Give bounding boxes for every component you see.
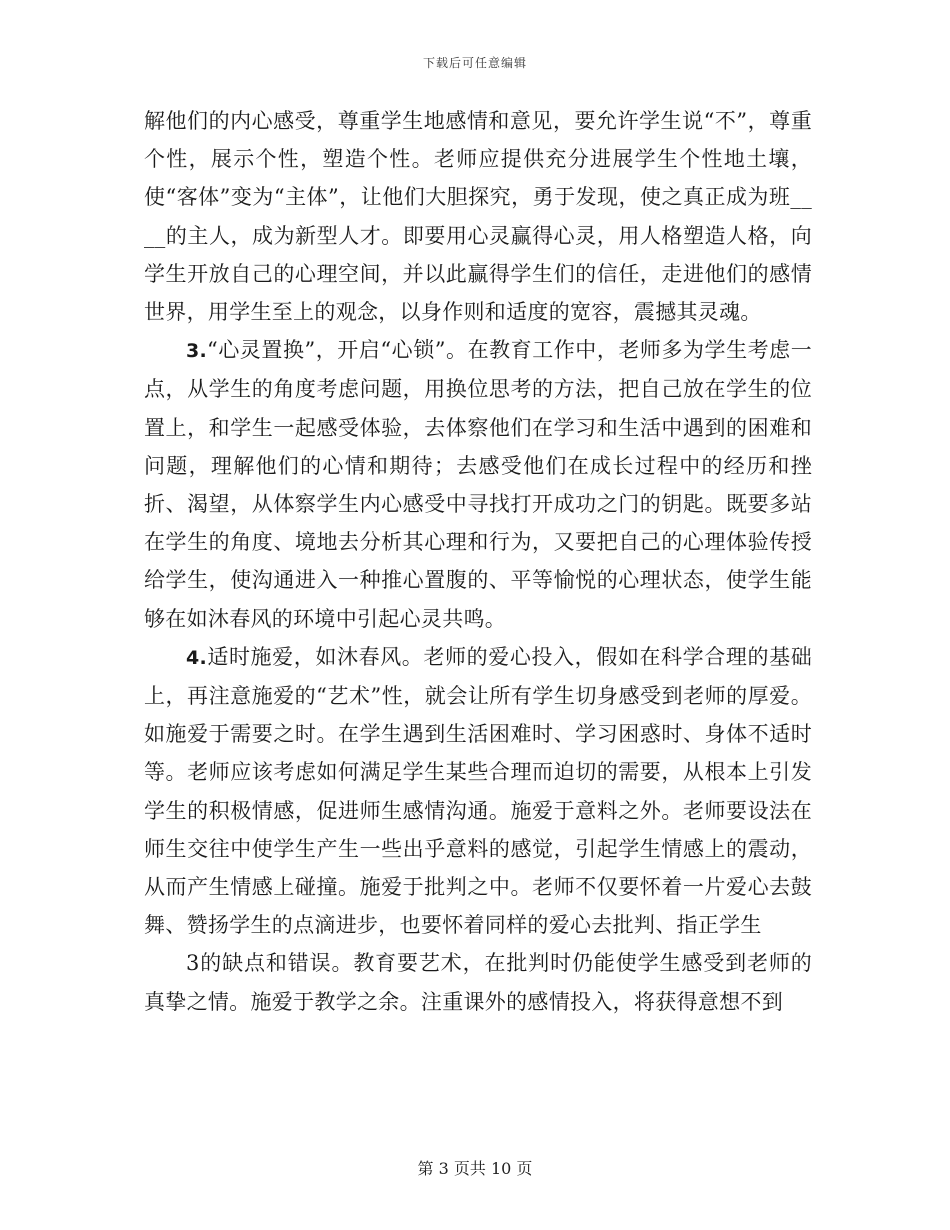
document-body bbox=[144, 102, 812, 1021]
paragraph-item-3 bbox=[144, 331, 812, 638]
paragraph-tail bbox=[144, 944, 812, 1020]
paragraph-text: 适时施爱，如沐春风。老师的爱心投入，假如在科学合理的基础上，再注意施爱的“艺术”性，就会让所有学生切身感受到老师的厚爱。如施爱于需要之时。在学生遇到生活困难时、学习困惑时、身体不适时等。老师应该考虑如何满足学生某些合理而迫切的需要，从根本上引发学生的积极情感，促进师生感情沟通。施爱于意料之外。老师要设法在师生交往中使学生产生一些出乎意料的感觉，引起学生情感上的震动，从而产生情感上碰撞。施爱于批判之中。老师不仅要怀着一片爱心去鼓舞、赞扬学生的点滴进步，也要怀着同样的爱心去批判、指正学生 bbox=[144, 644, 812, 938]
paragraph-number: 3. bbox=[186, 340, 208, 363]
header-note: 下载后可任意编辑 bbox=[422, 56, 527, 70]
paragraph-text: 解他们的内心感受，尊重学生地感情和意见，要允许学生说“不”，尊重个性，展示个性，塑造个性。老师应提供充分进展学生个性地土壤，使“客体”变为“主体”，让他们大胆探究，勇于发现，使之真正成为班____的主人，成为新型人才。即要用心灵赢得心灵，用人格塑造人格，向学生开放自己的心理空间，并以此赢得学生们的信任，走进他们的感情世界，用学生至上的观念，以身作则和适度的宽容，震撼其灵魂。 bbox=[144, 109, 812, 325]
paragraph-text: 3的缺点和错误。教育要艺术，在批判时仍能使学生感受到老师的真挚之情。施爱于教学之余。注重课外的感情投入，将获得意想不到 bbox=[144, 951, 812, 1014]
paragraph-continuation bbox=[144, 102, 812, 331]
paragraph-number: 4. bbox=[186, 646, 208, 669]
paragraph-item-4 bbox=[144, 638, 812, 945]
page-number: 第 3 页共 10 页 bbox=[417, 1159, 533, 1178]
paragraph-text: “心灵置换”，开启“心锁”。在教育工作中，老师多为学生考虑一点，从学生的角度考虑问题，用换位思考的方法，把自己放在学生的位置上，和学生一起感受体验，去体察他们在学习和生活中遇到的困难和问题，理解他们的心情和期待；去感受他们在成长过程中的经历和挫折、渴望，从体察学生内心感受中寻找打开成功之门的钥匙。既要多站在学生的角度、境地去分析其心理和行为，又要把自己的心理体验传授给学生，使沟通进入一种推心置腹的、平等愉悦的心理状态，使学生能够在如沐春风的环境中引起心灵共鸣。 bbox=[144, 338, 812, 631]
